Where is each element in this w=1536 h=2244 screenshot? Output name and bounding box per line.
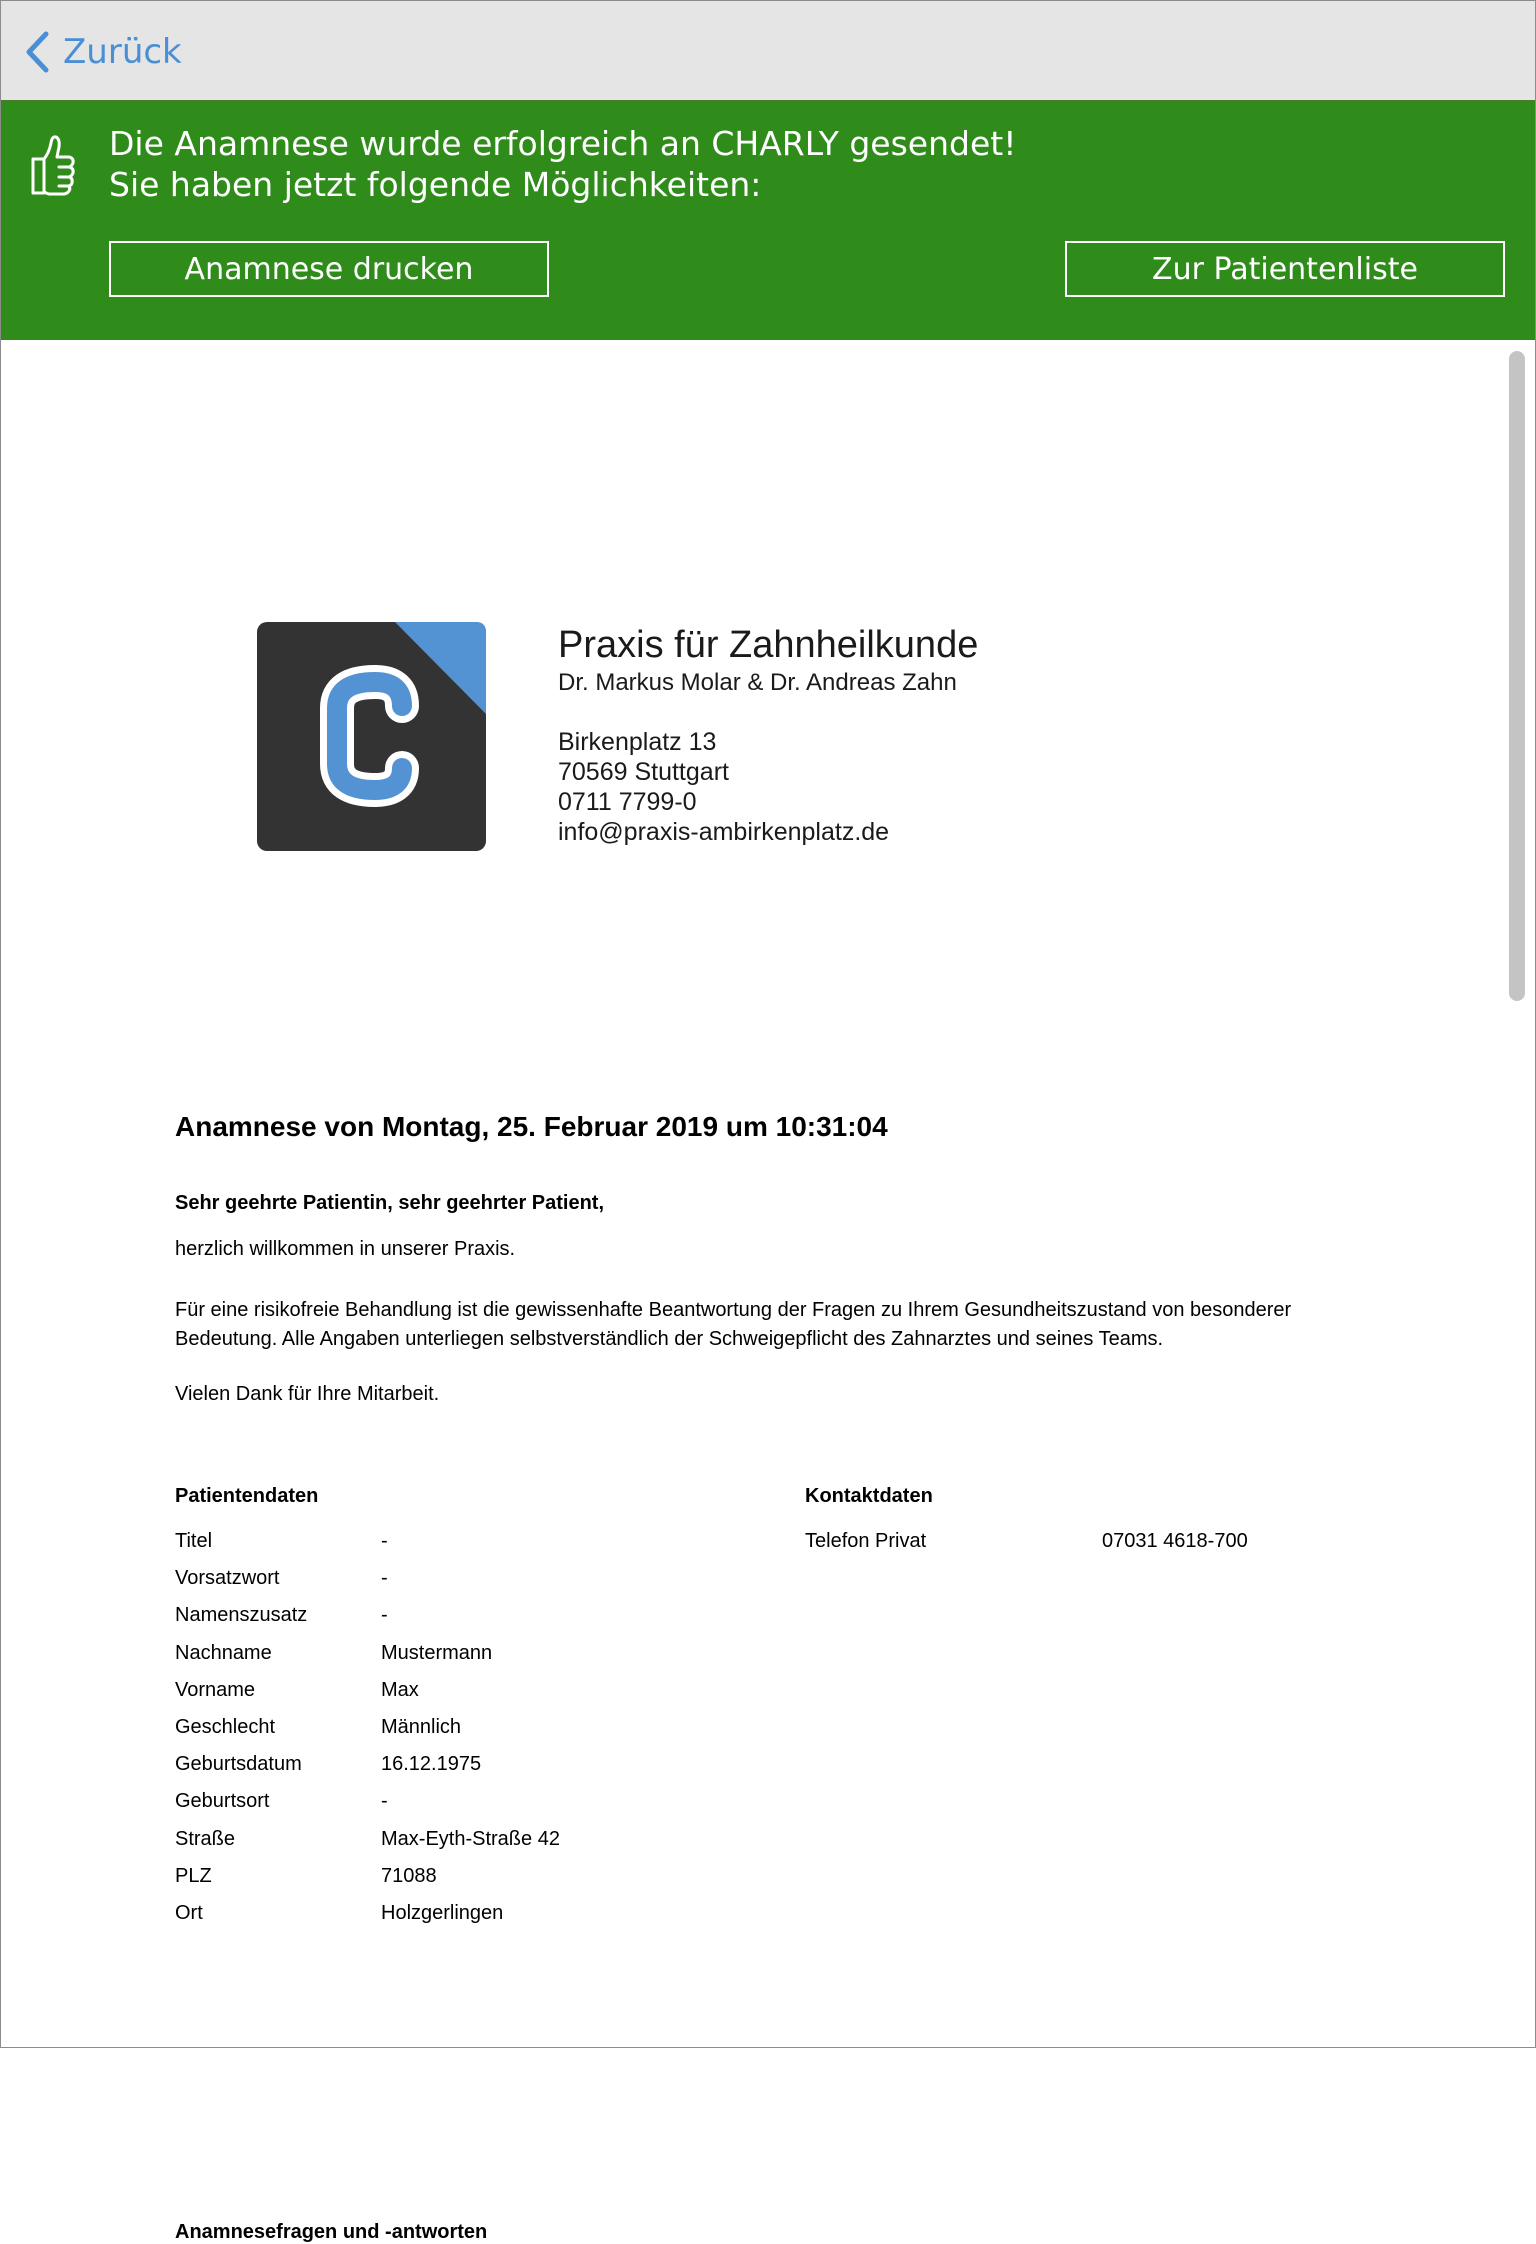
row-value: 71088 bbox=[381, 1864, 437, 1887]
row-value: Max bbox=[381, 1678, 419, 1701]
practice-name: Praxis für Zahnheilkunde bbox=[558, 624, 979, 666]
row-label: Titel bbox=[175, 1530, 213, 1552]
row-label: Straße bbox=[175, 1827, 236, 1850]
row-label: Geschlecht bbox=[175, 1715, 276, 1738]
row-label: Ort bbox=[175, 1901, 203, 1924]
practice-phone: 0711 7799-0 bbox=[558, 788, 697, 816]
table-row bbox=[175, 1828, 560, 1865]
table-row bbox=[175, 1567, 560, 1604]
row-label: Vorname bbox=[175, 1678, 256, 1701]
row-label: PLZ bbox=[175, 1864, 212, 1887]
table-row bbox=[175, 1716, 560, 1753]
row-value: - bbox=[381, 1530, 388, 1552]
thumbs-up-icon bbox=[29, 133, 77, 197]
row-label: Geburtsort bbox=[175, 1790, 270, 1813]
patient-data-table bbox=[175, 1530, 560, 1939]
banner-line-1: Die Anamnese wurde erfolgreich an CHARLY gesendet! bbox=[109, 124, 1017, 163]
chevron-left-icon bbox=[25, 31, 49, 73]
patient-data-heading: Patientendaten bbox=[175, 1485, 319, 1507]
success-banner bbox=[1, 101, 1535, 340]
table-row bbox=[175, 1902, 560, 1939]
row-value: 16.12.1975 bbox=[381, 1753, 482, 1776]
practice-street: Birkenplatz 13 bbox=[558, 728, 717, 756]
charly-logo bbox=[257, 622, 486, 851]
intro-text: Für eine risikofreie Behandlung ist die gewissenhafte Beantwortung der Fragen zu Ihrem Gesundheitszustand von besonderer Bedeutung. Alle Angaben unterliegen selbstverständlich der Schweigepflicht des Zahnarztes und seines Teams. bbox=[175, 1299, 1292, 1350]
document-view[interactable] bbox=[1, 341, 1535, 2243]
scrollbar[interactable] bbox=[1509, 351, 1525, 1001]
welcome-text: herzlich willkommen in unserer Praxis. bbox=[175, 1238, 516, 1260]
back-button[interactable] bbox=[25, 27, 182, 77]
contact-data-table bbox=[805, 1530, 1248, 1567]
table-row bbox=[175, 1642, 560, 1679]
table-row bbox=[175, 1790, 560, 1827]
thanks-text: Vielen Dank für Ihre Mitarbeit. bbox=[175, 1383, 440, 1405]
row-value: Mustermann bbox=[381, 1641, 493, 1664]
practice-email: info@praxis-ambirkenplatz.de bbox=[558, 818, 890, 846]
back-label: Zurück bbox=[63, 32, 182, 72]
banner-line-2: Sie haben jetzt folgende Möglichkeiten: bbox=[109, 165, 762, 204]
row-label: Telefon Privat bbox=[805, 1530, 927, 1552]
row-value: 07031 4618-700 bbox=[1102, 1530, 1248, 1552]
row-value: Männlich bbox=[381, 1715, 462, 1738]
navigation-bar bbox=[1, 1, 1535, 101]
practice-city: 70569 Stuttgart bbox=[558, 758, 729, 786]
table-row bbox=[175, 1530, 560, 1567]
row-value: Max-Eyth-Straße 42 bbox=[381, 1827, 560, 1850]
table-row bbox=[175, 1753, 560, 1790]
patient-list-button[interactable]: Zur Patientenliste bbox=[1065, 241, 1505, 297]
greeting: Sehr geehrte Patientin, sehr geehrter Patient, bbox=[175, 1192, 605, 1214]
banner-message bbox=[109, 123, 1016, 205]
practice-doctors: Dr. Markus Molar & Dr. Andreas Zahn bbox=[558, 669, 957, 696]
practice-info bbox=[558, 621, 978, 847]
row-value: - bbox=[381, 1790, 388, 1813]
row-value: - bbox=[381, 1604, 388, 1627]
table-row bbox=[175, 1865, 560, 1902]
row-label: Geburtsdatum bbox=[175, 1753, 302, 1776]
row-value: - bbox=[381, 1567, 388, 1590]
document-title: Anamnese von Montag, 25. Februar 2019 um 10:31:04 bbox=[175, 1111, 888, 1142]
qa-heading: Anamnesefragen und -antworten bbox=[175, 2221, 488, 2243]
table-row bbox=[805, 1530, 1248, 1567]
table-row bbox=[175, 1604, 560, 1641]
row-label: Nachname bbox=[175, 1641, 272, 1664]
table-row bbox=[175, 1679, 560, 1716]
row-label: Vorsatzwort bbox=[175, 1567, 280, 1590]
row-value: Holzgerlingen bbox=[381, 1901, 504, 1924]
row-label: Namenszusatz bbox=[175, 1604, 308, 1627]
contact-data-heading: Kontaktdaten bbox=[805, 1485, 933, 1507]
print-anamnesis-button[interactable]: Anamnese drucken bbox=[109, 241, 549, 297]
